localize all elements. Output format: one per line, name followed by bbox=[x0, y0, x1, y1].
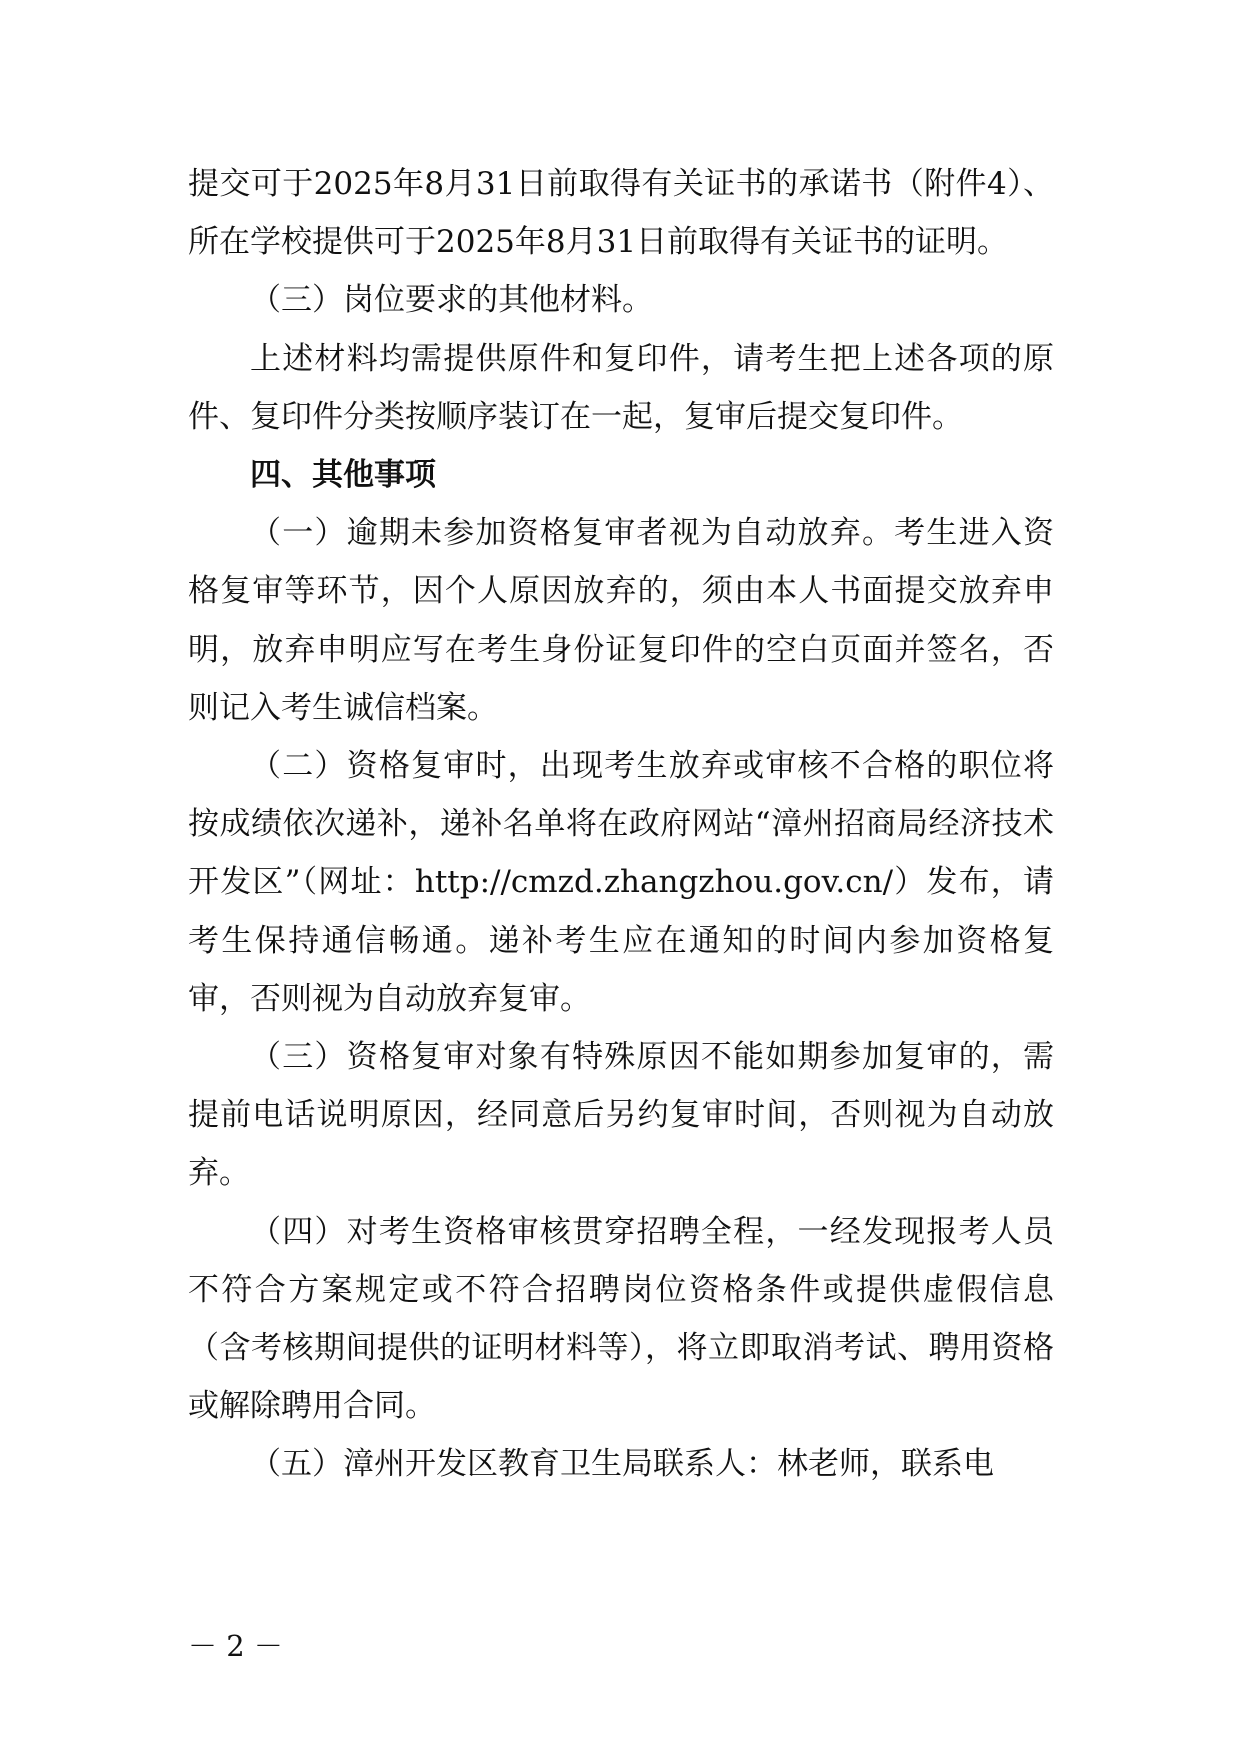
paragraph-certificate-commitment: 提交可于2025年8月31日前取得有关证书的承诺书（附件4）、所在学校提供可于2025年8月31日前取得有关证书的证明。 bbox=[188, 166, 1054, 261]
section-heading-other-matters: 四、其他事项 bbox=[250, 457, 436, 494]
paragraph-item-four: （四）对考生资格审核贯穿招聘全程，一经发现报考人员不符合方案规定或不符合招聘岗位资格条件或提供虚假信息（含考核期间提供的证明材料等），将立即取消考试、聘用资格或解除聘用合同。 bbox=[188, 1213, 1054, 1425]
paragraph-item-two: （二）资格复审时，出现考生放弃或审核不合格的职位将按成绩依次递补，递补名单将在政府网站“漳州招商局经济技术开发区”（网址：http://cmzd.zhangzhou.gov.cn/）发布，请考生保持通信畅通。递补考生应在通知的时间内参加资格复审，否则视为自动放弃复审。 bbox=[188, 748, 1054, 1017]
page-number: － 2 － bbox=[188, 1629, 283, 1663]
paragraph-other-materials: （三）岗位要求的其他材料。 bbox=[250, 282, 653, 319]
document-body bbox=[188, 155, 1054, 1494]
paragraph-item-three: （三）资格复审对象有特殊原因不能如期参加复审的，需提前电话说明原因，经同意后另约复审时间，否则视为自动放弃。 bbox=[188, 1039, 1054, 1192]
paragraph-item-five: （五）漳州开发区教育卫生局联系人：林老师，联系电 bbox=[250, 1446, 994, 1483]
paragraph-item-one: （一）逾期未参加资格复审者视为自动放弃。考生进入资格复审等环节，因个人原因放弃的，须由本人书面提交放弃申明，放弃申明应写在考生身份证复印件的空白页面并签名，否则记入考生诚信档案。 bbox=[188, 515, 1054, 726]
paragraph-originals-copies: 上述材料均需提供原件和复印件，请考生把上述各项的原件、复印件分类按顺序装订在一起，复审后提交复印件。 bbox=[188, 340, 1054, 435]
